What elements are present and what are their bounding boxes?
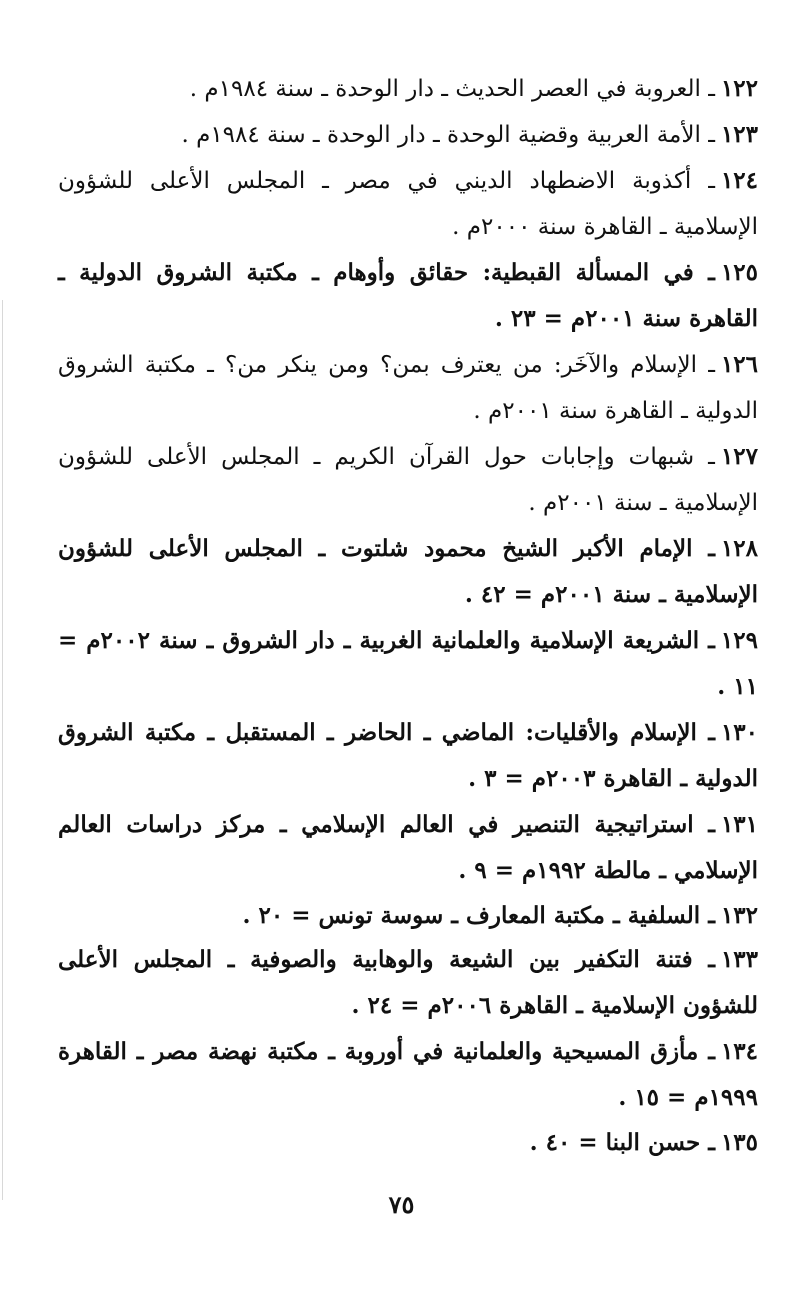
entry-text: ـ شبهات وإجابات حول القرآن الكريم ـ المجلس الأعلى للشؤون الإسلامية ـ سنة ٢٠٠١م . xyxy=(58,444,758,516)
entry-text: ـ الإسلام والآخَر: من يعترف بمن؟ ومن ينكر من؟ ـ مكتبة الشروق الدولية ـ القاهرة سنة ٢٠٠١م . xyxy=(58,352,758,424)
entry-number: ١٢٢ xyxy=(720,75,758,102)
list-item xyxy=(58,250,758,342)
page-edge-line xyxy=(2,300,3,1200)
list-item xyxy=(58,802,758,894)
entry-number: ١٢٧ xyxy=(720,443,758,470)
list-item xyxy=(58,158,758,250)
list-item xyxy=(58,526,758,618)
list-item xyxy=(58,710,758,802)
entry-number: ١٣٢ xyxy=(720,902,758,929)
list-item xyxy=(58,434,758,526)
entry-text: ـ العروبة في العصر الحديث ـ دار الوحدة ـ سنة ١٩٨٤م . xyxy=(189,76,715,102)
list-item xyxy=(58,1121,758,1164)
entry-text: ـ استراتيجية التنصير في العالم الإسلامي ـ مركز دراسات العالم الإسلامي ـ مالطة ١٩٩٢م = ٩ . xyxy=(58,811,758,884)
entry-number: ١٢٦ xyxy=(720,351,758,378)
entry-number: ١٢٤ xyxy=(720,167,758,194)
entry-text: ـ الإسلام والأقليات: الماضي ـ الحاضر ـ المستقبل ـ مكتبة الشروق الدولية ـ القاهرة ٢٠٠٣م = ٣ . xyxy=(58,719,758,792)
list-item xyxy=(58,618,758,710)
entry-number: ١٣٤ xyxy=(720,1038,758,1065)
entry-number: ١٢٣ xyxy=(720,121,758,148)
list-item xyxy=(58,112,758,158)
entry-number: ١٣٠ xyxy=(720,719,758,746)
entry-number: ١٢٨ xyxy=(720,535,758,562)
bibliography-list xyxy=(58,66,758,1164)
entry-number: ١٣١ xyxy=(720,811,758,838)
entry-text: ـ السلفية ـ مكتبة المعارف ـ سوسة تونس = ٢٠ . xyxy=(242,902,715,929)
list-item xyxy=(58,937,758,1029)
page-number: ٧٥ xyxy=(388,1190,415,1219)
entry-text: ـ الإمام الأكبر الشيخ محمود شلتوت ـ المجلس الأعلى للشؤون الإسلامية ـ سنة ٢٠٠١م = ٤٢ . xyxy=(58,535,758,608)
entry-text: ـ حسن البنا = ٤٠ . xyxy=(529,1129,715,1156)
entry-number: ١٢٥ xyxy=(720,259,758,286)
entry-text: ـ في المسألة القبطية: حقائق وأوهام ـ مكتبة الشروق الدولية ـ القاهرة سنة ٢٠٠١م = ٢٣ . xyxy=(58,259,758,332)
entry-text: ـ الأمة العربية وقضية الوحدة ـ دار الوحدة ـ سنة ١٩٨٤م . xyxy=(181,122,715,148)
list-item xyxy=(58,342,758,434)
entry-number: ١٣٣ xyxy=(720,946,758,973)
list-item xyxy=(58,894,758,937)
list-item xyxy=(58,66,758,112)
entry-text: ـ أكذوبة الاضطهاد الديني في مصر ـ المجلس الأعلى للشؤون الإسلامية ـ القاهرة سنة ٢٠٠٠م . xyxy=(58,168,758,240)
list-item xyxy=(58,1029,758,1121)
entry-number: ١٣٥ xyxy=(720,1129,758,1156)
entry-text: ـ الشريعة الإسلامية والعلمانية الغربية ـ دار الشروق ـ سنة ٢٠٠٢م = ١١ . xyxy=(58,627,758,700)
entry-text: ـ مأزق المسيحية والعلمانية في أوروبة ـ مكتبة نهضة مصر ـ القاهرة ١٩٩٩م = ١٥ . xyxy=(58,1038,758,1111)
entry-text: ـ فتنة التكفير بين الشيعة والوهابية والصوفية ـ المجلس الأعلى للشؤون الإسلامية ـ القاهرة ٢٠٠٦م = ٢٤ . xyxy=(58,946,758,1019)
entry-number: ١٢٩ xyxy=(720,627,758,654)
